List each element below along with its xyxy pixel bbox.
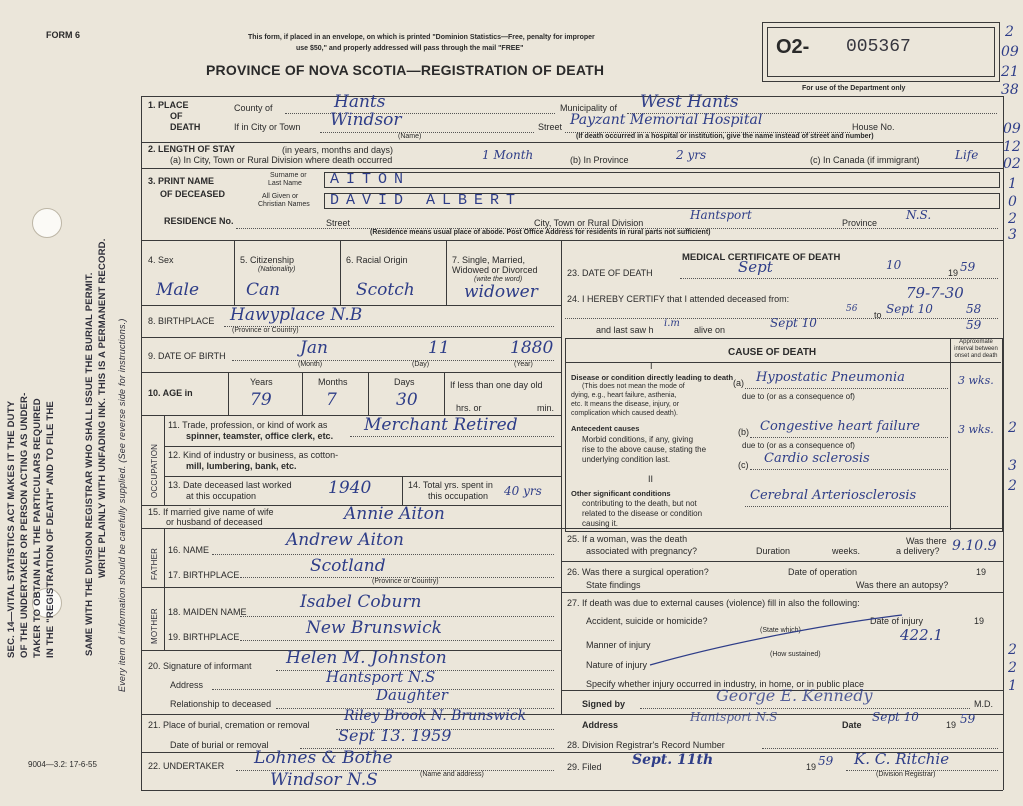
stay-province-value: 2 yrs	[676, 148, 707, 162]
margin-code: 1	[1008, 678, 1017, 694]
rule	[565, 362, 1001, 363]
age-years-value: 79	[250, 390, 272, 410]
father-birthplace-value: Scotland	[310, 556, 386, 576]
residence-province-label: Province	[842, 218, 878, 228]
name-label-2: OF DECEASED	[160, 189, 226, 199]
margin-code: 21	[1001, 64, 1019, 80]
birthplace-label: 8. BIRTHPLACE	[148, 316, 215, 326]
total-years-label-2: this occupation	[428, 491, 489, 501]
margin-code: 1	[1008, 176, 1017, 192]
dotted-line	[750, 469, 948, 470]
last-worked-label-2: at this occupation	[186, 491, 257, 501]
cell-divider	[164, 587, 165, 650]
signed-md: M.D.	[974, 699, 993, 709]
residence-label: RESIDENCE No.	[164, 216, 234, 226]
rule	[164, 446, 561, 447]
rule	[561, 592, 1003, 593]
mother-birthplace-label: 19. BIRTHPLACE	[168, 632, 240, 642]
dob-label: 9. DATE OF BIRTH	[148, 351, 226, 361]
mother-side-label: MOTHER	[150, 608, 159, 644]
age-label: 10. AGE in	[148, 388, 193, 398]
cell-divider	[302, 372, 303, 415]
surgery-date: Date of operation	[788, 567, 858, 577]
citizenship-sub: (Nationality)	[258, 266, 296, 273]
cause-a-value: Hypostatic Pneumonia	[756, 370, 905, 385]
margin-code: 3	[1008, 227, 1017, 243]
last-saw-label: and last saw h	[596, 325, 654, 335]
informant-address-value: Hantsport N.S	[326, 668, 436, 686]
house-label: House No.	[852, 122, 895, 132]
margin-code: 2	[1008, 478, 1017, 494]
city-value: Windsor	[330, 110, 402, 130]
rule	[141, 96, 1003, 97]
form-id: FORM 6	[46, 30, 81, 40]
stay-canada-label: (c) In Canada (if immigrant)	[810, 155, 920, 165]
interval-divider	[950, 338, 951, 530]
birthplace-value: Hawyplace N.B	[230, 305, 363, 325]
death-date-month: Sept	[738, 258, 773, 276]
cause-c-marker: (c)	[738, 460, 749, 470]
sex-value: Male	[156, 280, 200, 300]
municipality-value: West Hants	[640, 92, 739, 112]
specify-label: Specify whether injury occurred in industry, in home, or in public place	[586, 679, 864, 689]
dotted-line	[350, 436, 554, 437]
cause-b-value: Congestive heart failure	[760, 419, 920, 434]
state-findings: State findings	[586, 580, 641, 590]
trade-value: Merchant Retired	[364, 415, 518, 435]
age-days-label: Days	[394, 377, 415, 387]
disease-note-1: (This does not mean the mode of	[582, 383, 685, 390]
margin-code: 12	[1003, 139, 1021, 155]
surname-label-1: Surname or	[270, 172, 307, 179]
center-divider	[561, 240, 562, 714]
mother-maiden-label: 18. MAIDEN NAME	[168, 607, 247, 617]
surgery-label: 26. Was there a surgical operation?	[567, 567, 709, 577]
filed-19: 19	[806, 762, 817, 772]
dotted-line	[640, 708, 970, 709]
medical-heading: MEDICAL CERTIFICATE OF DEATH	[682, 252, 841, 263]
marital-label-3: (write the word)	[474, 276, 523, 283]
filed-label: 29. Filed	[567, 762, 602, 772]
dob-month-sub: (Month)	[298, 361, 323, 368]
side-instruction-line4: IN THE "REGISTRATION OF DEATH" AND TO FILE THE	[45, 401, 56, 658]
signed-date-label: Date	[842, 720, 862, 730]
dotted-line	[236, 770, 554, 771]
registrar-label: (Division Registrar)	[876, 771, 936, 778]
father-name-value: Andrew Aiton	[286, 530, 404, 550]
municipality-label: Municipality of	[560, 103, 618, 113]
death-date-19: 19	[948, 268, 959, 278]
last-saw-year: 59	[966, 318, 982, 332]
cause-a-marker: (a)	[733, 378, 744, 388]
side-instruction-line7: Every item of information should be carefully supplied. (See reverse side for instructions.)	[117, 318, 127, 692]
under-day-label: If less than one day old	[450, 380, 543, 390]
stay-city-value: 1 Month	[482, 148, 534, 162]
other-cause-value: Cerebral Arteriosclerosis	[750, 488, 917, 503]
pregnancy-weeks: weeks.	[832, 546, 861, 556]
other-2: related to the disease or condition	[582, 509, 703, 518]
rule	[141, 337, 561, 338]
father-side-label: FATHER	[150, 547, 159, 580]
cell-divider	[368, 372, 369, 415]
undertaker-value: Lohnes & Bothe	[254, 748, 393, 768]
accident-label: Accident, suicide or homicide?	[586, 616, 708, 626]
informant-address-label: Address	[170, 680, 204, 690]
last-saw-date: Sept 10	[770, 316, 817, 330]
death-date-label: 23. DATE OF DEATH	[567, 268, 653, 278]
industry-label-2: mill, lumbering, bank, etc.	[186, 461, 297, 471]
registration-prefix: O2-	[776, 36, 810, 58]
signed-address-label: Address	[582, 720, 619, 730]
certify-from: 79-7-30	[906, 284, 964, 302]
hospital-note: (If death occurred in a hospital or institution, give the name instead of street and number)	[576, 133, 874, 140]
total-years-value: 40 yrs	[504, 484, 542, 498]
mother-birthplace-value: New Brunswick	[306, 618, 442, 638]
given-value: DAVID ALBERT	[330, 192, 523, 209]
cell-divider	[228, 372, 229, 415]
stay-canada-value: Life	[955, 148, 979, 162]
signed-label: Signed by	[582, 699, 626, 709]
delivery-label-1: Was there	[906, 536, 947, 546]
citizenship-value: Can	[246, 280, 281, 300]
occupation-side-label: OCCUPATION	[150, 443, 159, 498]
informant-relation-value: Daughter	[376, 686, 448, 704]
informant-sig-value: Helen M. Johnston	[286, 648, 447, 668]
filed-year: 59	[818, 754, 834, 768]
burial-date-value: Sept 13. 1959	[338, 726, 452, 745]
registrar-signature: K. C. Ritchie	[854, 750, 950, 768]
filed-date: Sept. 11th	[632, 752, 714, 768]
side-instruction-line5: SAME WITH THE DIVISION REGISTRAR WHO SHALL ISSUE THE BURIAL PERMIT.	[84, 272, 95, 656]
father-birthplace-label: 17. BIRTHPLACE	[168, 570, 240, 580]
county-label: County of	[234, 103, 273, 113]
dob-month: Jan	[300, 338, 328, 358]
delivery-label-2: a delivery?	[896, 546, 940, 556]
form-right-border	[1003, 96, 1004, 790]
dotted-line	[240, 616, 554, 617]
certify-to: Sept 10	[886, 302, 933, 316]
signed-date-value: Sept 10	[872, 710, 919, 724]
rule	[141, 372, 561, 373]
place-death-label: DEATH	[170, 122, 201, 132]
pregnancy-label: 25. If a woman, was the death	[567, 534, 688, 544]
trade-label-2: spinner, teamster, office clerk, etc.	[186, 431, 334, 441]
cell-divider	[234, 240, 235, 305]
last-saw-him: i.m	[664, 318, 680, 329]
citizenship-label: 5. Citizenship	[240, 255, 295, 265]
injury-date-label: Date of injury	[870, 616, 924, 626]
age-days-value: 30	[396, 390, 418, 410]
due-to-b: due to (or as a consequence of)	[742, 441, 855, 450]
signed-signature: George E. Kennedy	[716, 686, 873, 705]
dotted-line	[750, 437, 948, 438]
industry-label-1: 12. Kind of industry or business, as cotton-	[168, 450, 339, 460]
margin-code: 09	[1003, 121, 1021, 137]
cell-divider	[164, 528, 165, 587]
marital-value: widower	[464, 282, 538, 302]
residence-note: (Residence means usual place of abode. Post Office Address for residents in rural parts not sufficient)	[370, 229, 711, 236]
rule	[141, 168, 1003, 169]
name-label-1: 3. PRINT NAME	[148, 176, 215, 186]
given-label-2: Christian Names	[258, 201, 310, 208]
street-label: Street	[538, 122, 563, 132]
dob-year-sub: (Year)	[514, 361, 533, 368]
cell-divider	[340, 240, 341, 305]
other-1: contributing to the death, but not	[582, 499, 697, 508]
dotted-line	[320, 132, 534, 133]
mother-maiden-value: Isabel Coburn	[300, 592, 422, 612]
autopsy-label: Was there an autopsy?	[856, 580, 949, 590]
rule	[561, 561, 1003, 562]
dotted-line	[240, 640, 554, 641]
pen-stroke	[640, 610, 910, 670]
stay-city-label: (a) In City, Town or Rural Division where death occurred	[170, 155, 393, 165]
informant-sig-label: 20. Signature of informant	[148, 661, 252, 671]
record-number-label: 28. Division Registrar's Record Number	[567, 740, 725, 750]
disease-label: Disease or condition directly leading to death	[571, 373, 734, 382]
father-name-label: 16. NAME	[168, 545, 210, 555]
residence-city-label: City, Town or Rural Division	[534, 218, 644, 228]
nature-label: Nature of injury	[586, 660, 648, 670]
registration-number: 005367	[846, 37, 911, 57]
signed-19: 19	[946, 720, 957, 730]
undertaker-value-2: Windsor N.S	[270, 770, 378, 790]
cause-c-value: Cardio sclerosis	[764, 451, 870, 466]
certify-from-year: 56	[846, 304, 858, 314]
manner-label: Manner of injury	[586, 640, 651, 650]
surname-value: AITON	[330, 171, 411, 188]
city-name-sublabel: (Name)	[398, 133, 422, 140]
burial-place-value: Riley Brook N. Brunswick	[344, 708, 527, 724]
how-sustained: (How sustained)	[770, 651, 821, 658]
trade-label-1: 11. Trade, profession, or kind of work as	[168, 420, 328, 430]
side-instruction-line3: TAKER TO OBTAIN ALL THE PARTICULARS REQUIRED	[32, 398, 43, 658]
cause-b-marker: (b)	[738, 427, 749, 437]
dob-day: 11	[428, 338, 450, 358]
injury-date-19: 19	[974, 616, 985, 626]
wife-label-2: or husband of deceased	[166, 517, 263, 527]
side-instruction-line6: WRITE PLAINLY WITH UNFADING INK. THIS IS A PERMANENT RECORD.	[97, 238, 108, 578]
morbid-2: rise to the above cause, stating the	[582, 445, 707, 454]
disease-note-4: complication which caused death).	[571, 410, 679, 417]
mailing-note-2: use $50," and properly addressed will pass through the mail "FREE"	[296, 45, 524, 52]
side-instruction-line1: SEC. 14—VITAL STATISTICS ACT MAKES IT THE DUTY	[6, 400, 17, 658]
dotted-line	[212, 554, 554, 555]
stay-province-label: (b) In Province	[570, 155, 629, 165]
cause-heading: CAUSE OF DEATH	[728, 347, 817, 358]
dotted-line	[745, 388, 948, 389]
city-label: If in City or Town	[234, 122, 301, 132]
morbid-3: underlying condition last.	[582, 455, 671, 464]
pregnancy-duration: Duration	[756, 546, 791, 556]
margin-code: 02	[1003, 156, 1021, 172]
morbid-1: Morbid conditions, if any, giving	[582, 435, 694, 444]
rule	[141, 240, 1003, 241]
side-instruction-line2: OF THE UNDERTAKER OR PERSON ACTING AS UNDER-	[19, 392, 30, 658]
last-worked-label-1: 13. Date deceased last worked	[168, 480, 292, 490]
marital-label-2: Widowed or Divorced	[452, 265, 538, 275]
pregnancy-code: 9.10.9	[952, 538, 997, 554]
form-title: PROVINCE OF NOVA SCOTIA—REGISTRATION OF DEATH	[206, 62, 605, 78]
stay-label: 2. LENGTH OF STAY	[148, 144, 236, 154]
cell-divider	[444, 372, 445, 415]
punch-hole	[32, 208, 62, 238]
birthplace-sub: (Province or Country)	[232, 327, 299, 334]
dotted-line	[745, 506, 948, 507]
part-one: I	[650, 361, 653, 371]
margin-code: 2	[1008, 211, 1017, 227]
pregnancy-label-2: associated with pregnancy?	[586, 546, 698, 556]
dob-year: 1880	[510, 338, 554, 358]
other-label: Other significant conditions	[571, 489, 671, 498]
rule	[141, 142, 1003, 143]
cell-divider	[446, 240, 447, 305]
stay-sub: (in years, months and days)	[282, 145, 394, 155]
county-value: Hants	[334, 92, 386, 112]
certify-to-label: to	[874, 310, 882, 320]
interval-a-value: 3 wks.	[958, 374, 994, 387]
mailing-note-1: This form, if placed in an envelope, on which is printed "Dominion Statistics—Free, penalty for improper	[248, 34, 595, 41]
margin-code: 0	[1008, 194, 1017, 210]
margin-code: 2	[1008, 420, 1017, 436]
form-left-border	[141, 96, 142, 790]
wife-label-1: 15. If married give name of wife	[148, 507, 274, 517]
other-3: causing it.	[582, 519, 619, 528]
antecedent-label: Antecedent causes	[571, 424, 640, 433]
place-label: 1. PLACE	[148, 100, 189, 110]
last-worked-value: 1940	[328, 478, 372, 498]
dotted-line	[285, 113, 555, 114]
disease-note-2: dying, e.g., heart failure, asthenia,	[571, 392, 677, 399]
part-two: II	[648, 474, 654, 484]
burial-place-label: 21. Place of burial, cremation or removal	[148, 720, 310, 730]
surname-boxes	[324, 172, 1000, 188]
margin-code: 3	[1008, 458, 1017, 474]
rule	[164, 476, 561, 477]
due-to-a: due to (or as a consequence of)	[742, 392, 855, 401]
given-label-1: All Given or	[262, 193, 299, 200]
rule	[141, 790, 1003, 791]
department-use-note: For use of the Department only	[802, 85, 906, 92]
surname-label-2: Last Name	[268, 180, 302, 187]
sex-label: 4. Sex	[148, 255, 174, 265]
signed-address-value: Hantsport N.S	[690, 710, 778, 724]
margin-code: 38	[1001, 82, 1019, 98]
residence-city-value: Hantsport	[690, 208, 752, 222]
interval-b-value: 3 wks.	[958, 423, 994, 436]
alive-on-label: alive on	[694, 325, 726, 335]
residence-province-value: N.S.	[906, 208, 932, 222]
undertaker-sub: (Name and address)	[420, 771, 484, 778]
dob-day-sub: (Day)	[412, 361, 430, 368]
marital-label-1: 7. Single, Married,	[452, 255, 526, 265]
external-code: 422.1	[900, 626, 943, 644]
father-birthplace-sub: (Province or Country)	[372, 578, 439, 585]
dotted-line	[232, 360, 554, 361]
under-day-hrs: hrs. or	[456, 403, 482, 413]
surgery-19: 19	[976, 567, 987, 577]
street-value: Payzant Memorial Hospital	[570, 112, 763, 128]
external-label: 27. If death was due to external causes (violence) fill in also the following:	[567, 598, 860, 608]
death-date-year: 59	[960, 260, 976, 274]
rule	[141, 587, 561, 588]
dotted-line	[680, 278, 998, 279]
signed-year: 59	[960, 712, 976, 726]
under-day-min: min.	[537, 403, 555, 413]
margin-code: 2	[1008, 660, 1017, 676]
age-months-label: Months	[318, 377, 348, 387]
wife-value: Annie Aiton	[344, 504, 445, 524]
burial-date-label: Date of burial or removal	[170, 740, 269, 750]
margin-code: 2	[1005, 24, 1014, 40]
racial-label: 6. Racial Origin	[346, 255, 408, 265]
margin-code: 09	[1001, 44, 1019, 60]
interval-heading: Approximate interval between onset and death	[954, 339, 998, 359]
cell-divider	[402, 476, 403, 505]
cell-divider	[164, 415, 165, 505]
disease-note-3: etc. It means the disease, injury, or	[571, 401, 680, 408]
racial-value: Scotch	[356, 280, 415, 300]
undertaker-label: 22. UNDERTAKER	[148, 761, 225, 771]
informant-relation-label: Relationship to deceased	[170, 699, 272, 709]
dotted-line	[762, 748, 998, 749]
certify-label: 24. I HEREBY CERTIFY that I attended deceased from:	[567, 294, 790, 304]
residence-street-label: Street	[326, 218, 351, 228]
place-of-label: OF	[170, 111, 183, 121]
total-years-label-1: 14. Total yrs. spent in	[408, 480, 493, 490]
state-which: (State which)	[760, 627, 801, 634]
age-years-label: Years	[250, 377, 273, 387]
death-date-day: 10	[886, 258, 902, 272]
age-months-value: 7	[326, 390, 337, 410]
margin-code: 2	[1008, 642, 1017, 658]
certify-to-year: 58	[966, 302, 982, 316]
footer-code: 9004—3.2: 17-6-55	[28, 760, 97, 769]
